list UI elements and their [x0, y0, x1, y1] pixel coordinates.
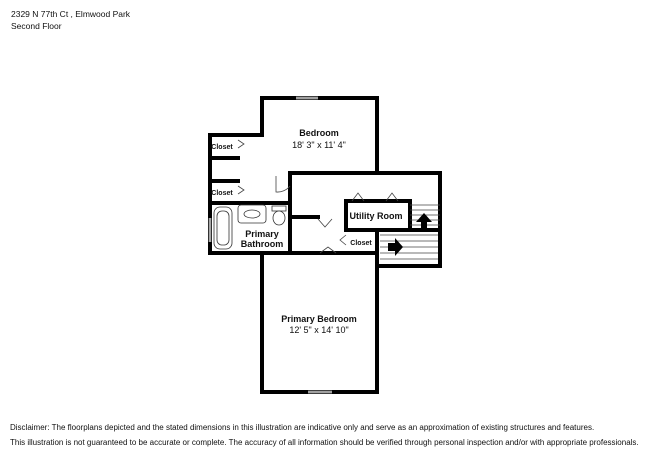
room-label-closet-hall: Closet [350, 240, 372, 247]
room-label-closet-lower: Closet [211, 190, 233, 197]
disclaimer-line-1: Disclaimer: The floorplans depicted and the stated dimensions in this illustration are indicative only and serve as an approximation of existing structures and features. [10, 423, 595, 432]
disclaimer-line-2: This illustration is not guaranteed to be accurate or complete. The accuracy of all information should be verified through personal inspection and/or with appropriate professionals. [10, 438, 639, 447]
floor-label: Second Floor [11, 21, 62, 31]
room-label-bath-line1: Primary [245, 229, 279, 239]
property-address: 2329 N 77th Ct , Elmwood Park [11, 9, 131, 19]
room-label-utility: Utility Room [349, 211, 403, 221]
room-label-primary-bedroom: Primary Bedroom [281, 314, 357, 324]
room-label-bath-line2: Bathroom [240, 239, 284, 249]
room-dims-bedroom: 18' 3" x 11' 4" [292, 140, 346, 150]
room-dims-primary-bedroom: 12' 5" x 14' 10" [289, 325, 349, 335]
room-label-closet-upper: Closet [211, 144, 233, 151]
room-label-bedroom: Bedroom [299, 128, 339, 138]
